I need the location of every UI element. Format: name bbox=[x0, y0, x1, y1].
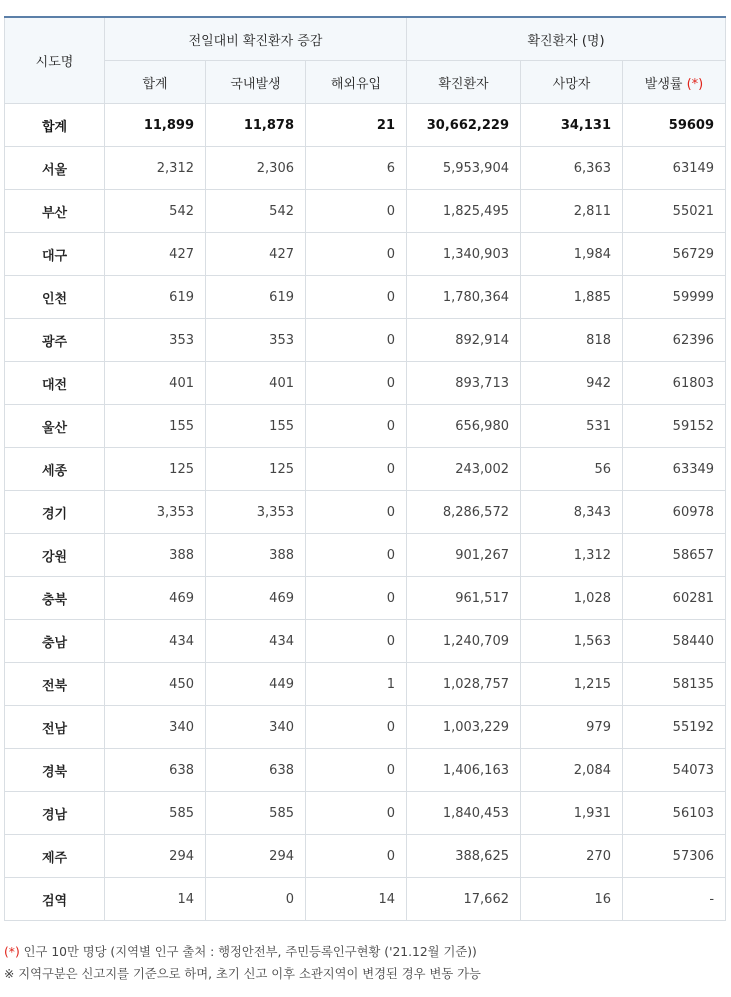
cell-incidence: 60281 bbox=[623, 577, 726, 620]
cell-deaths: 6,363 bbox=[521, 147, 623, 190]
cell-incidence: 59609 bbox=[623, 104, 726, 147]
header-confirmed: 확진환자 bbox=[407, 61, 521, 104]
table-header bbox=[5, 17, 726, 104]
cell-region: 부산 bbox=[5, 190, 105, 233]
cell-domestic: 434 bbox=[206, 620, 306, 663]
table-row bbox=[5, 276, 726, 319]
cell-domestic: 2,306 bbox=[206, 147, 306, 190]
header-region: 시도명 bbox=[5, 17, 105, 104]
cell-overseas: 0 bbox=[306, 448, 407, 491]
cell-deaths: 1,028 bbox=[521, 577, 623, 620]
cell-region: 강원 bbox=[5, 534, 105, 577]
cell-deaths: 2,084 bbox=[521, 749, 623, 792]
cell-domestic: 294 bbox=[206, 835, 306, 878]
table-row bbox=[5, 835, 726, 878]
cell-overseas: 0 bbox=[306, 577, 407, 620]
footnote-incidence-text: 인구 10만 명당 (지역별 인구 출처 : 행정안전부, 주민등록인구현황 ('21.12월 기준)) bbox=[19, 945, 477, 959]
cell-confirmed: 1,003,229 bbox=[407, 706, 521, 749]
cell-domestic: 0 bbox=[206, 878, 306, 921]
cell-incidence: 60978 bbox=[623, 491, 726, 534]
header-group-change: 전일대비 확진환자 증감 bbox=[105, 17, 407, 61]
cell-total: 585 bbox=[105, 792, 206, 835]
cell-overseas: 0 bbox=[306, 233, 407, 276]
cell-incidence: 54073 bbox=[623, 749, 726, 792]
cell-confirmed: 892,914 bbox=[407, 319, 521, 362]
cell-incidence: 62396 bbox=[623, 319, 726, 362]
cell-region: 광주 bbox=[5, 319, 105, 362]
cell-deaths: 8,343 bbox=[521, 491, 623, 534]
cell-region: 검역 bbox=[5, 878, 105, 921]
cell-confirmed: 5,953,904 bbox=[407, 147, 521, 190]
cell-overseas: 21 bbox=[306, 104, 407, 147]
table-row bbox=[5, 706, 726, 749]
cell-region: 제주 bbox=[5, 835, 105, 878]
cell-confirmed: 901,267 bbox=[407, 534, 521, 577]
cell-confirmed: 1,406,163 bbox=[407, 749, 521, 792]
header-deaths: 사망자 bbox=[521, 61, 623, 104]
cell-deaths: 1,215 bbox=[521, 663, 623, 706]
cell-incidence: 56729 bbox=[623, 233, 726, 276]
cell-deaths: 16 bbox=[521, 878, 623, 921]
cell-region: 울산 bbox=[5, 405, 105, 448]
cell-incidence: 63349 bbox=[623, 448, 726, 491]
cell-overseas: 0 bbox=[306, 491, 407, 534]
cell-region: 경북 bbox=[5, 749, 105, 792]
cell-total: 638 bbox=[105, 749, 206, 792]
cell-overseas: 6 bbox=[306, 147, 407, 190]
table-row bbox=[5, 190, 726, 233]
table-row bbox=[5, 147, 726, 190]
cell-overseas: 0 bbox=[306, 362, 407, 405]
cell-domestic: 427 bbox=[206, 233, 306, 276]
cell-total: 2,312 bbox=[105, 147, 206, 190]
cell-total: 353 bbox=[105, 319, 206, 362]
cell-confirmed: 1,780,364 bbox=[407, 276, 521, 319]
cell-total: 450 bbox=[105, 663, 206, 706]
table-row bbox=[5, 792, 726, 835]
cell-confirmed: 30,662,229 bbox=[407, 104, 521, 147]
cell-domestic: 401 bbox=[206, 362, 306, 405]
table-row bbox=[5, 749, 726, 792]
cell-total: 155 bbox=[105, 405, 206, 448]
table-row-total bbox=[5, 104, 726, 147]
cell-incidence: - bbox=[623, 878, 726, 921]
cell-total: 125 bbox=[105, 448, 206, 491]
header-total: 합계 bbox=[105, 61, 206, 104]
cell-incidence: 56103 bbox=[623, 792, 726, 835]
cell-confirmed: 17,662 bbox=[407, 878, 521, 921]
cell-total: 294 bbox=[105, 835, 206, 878]
cell-confirmed: 1,840,453 bbox=[407, 792, 521, 835]
cell-incidence: 63149 bbox=[623, 147, 726, 190]
cell-domestic: 353 bbox=[206, 319, 306, 362]
cell-total: 3,353 bbox=[105, 491, 206, 534]
cell-region: 대전 bbox=[5, 362, 105, 405]
table-row bbox=[5, 534, 726, 577]
cell-confirmed: 1,028,757 bbox=[407, 663, 521, 706]
cell-deaths: 1,312 bbox=[521, 534, 623, 577]
cell-overseas: 0 bbox=[306, 405, 407, 448]
cell-domestic: 469 bbox=[206, 577, 306, 620]
cell-domestic: 155 bbox=[206, 405, 306, 448]
cell-domestic: 3,353 bbox=[206, 491, 306, 534]
cell-total: 427 bbox=[105, 233, 206, 276]
cell-domestic: 11,878 bbox=[206, 104, 306, 147]
table-row bbox=[5, 448, 726, 491]
cell-overseas: 0 bbox=[306, 792, 407, 835]
cell-confirmed: 656,980 bbox=[407, 405, 521, 448]
cell-overseas: 0 bbox=[306, 534, 407, 577]
cell-domestic: 449 bbox=[206, 663, 306, 706]
cell-deaths: 270 bbox=[521, 835, 623, 878]
footnote-mark: (*) bbox=[4, 945, 20, 959]
cell-overseas: 0 bbox=[306, 620, 407, 663]
cell-deaths: 1,931 bbox=[521, 792, 623, 835]
cell-total: 388 bbox=[105, 534, 206, 577]
cell-confirmed: 1,240,709 bbox=[407, 620, 521, 663]
table-row bbox=[5, 405, 726, 448]
table-row bbox=[5, 233, 726, 276]
footnotes bbox=[4, 941, 481, 985]
header-incidence-label: 발생률 bbox=[644, 76, 683, 92]
cell-domestic: 388 bbox=[206, 534, 306, 577]
cell-overseas: 14 bbox=[306, 878, 407, 921]
cell-domestic: 638 bbox=[206, 749, 306, 792]
footnote-region-basis: ※ 지역구분은 신고지를 기준으로 하며, 초기 신고 이후 소관지역이 변경된 경우 변동 가능 bbox=[4, 967, 481, 981]
cell-incidence: 58657 bbox=[623, 534, 726, 577]
cell-overseas: 1 bbox=[306, 663, 407, 706]
table-row bbox=[5, 319, 726, 362]
cell-region: 경남 bbox=[5, 792, 105, 835]
cell-confirmed: 388,625 bbox=[407, 835, 521, 878]
header-incidence bbox=[623, 61, 726, 104]
cell-domestic: 125 bbox=[206, 448, 306, 491]
cell-incidence: 57306 bbox=[623, 835, 726, 878]
header-domestic: 국내발생 bbox=[206, 61, 306, 104]
cell-domestic: 585 bbox=[206, 792, 306, 835]
cell-confirmed: 1,825,495 bbox=[407, 190, 521, 233]
cell-overseas: 0 bbox=[306, 190, 407, 233]
cell-overseas: 0 bbox=[306, 749, 407, 792]
cell-deaths: 942 bbox=[521, 362, 623, 405]
cell-deaths: 56 bbox=[521, 448, 623, 491]
cell-total: 434 bbox=[105, 620, 206, 663]
table-row bbox=[5, 663, 726, 706]
footnote-incidence bbox=[4, 941, 481, 963]
cell-region: 전남 bbox=[5, 706, 105, 749]
table-row bbox=[5, 577, 726, 620]
cell-overseas: 0 bbox=[306, 276, 407, 319]
cell-region: 세종 bbox=[5, 448, 105, 491]
cell-domestic: 619 bbox=[206, 276, 306, 319]
cell-deaths: 531 bbox=[521, 405, 623, 448]
header-overseas: 해외유입 bbox=[306, 61, 407, 104]
table-row bbox=[5, 620, 726, 663]
cell-deaths: 1,563 bbox=[521, 620, 623, 663]
cell-total: 469 bbox=[105, 577, 206, 620]
cell-deaths: 979 bbox=[521, 706, 623, 749]
table-body bbox=[5, 104, 726, 921]
table-row bbox=[5, 878, 726, 921]
table-row bbox=[5, 491, 726, 534]
cell-domestic: 542 bbox=[206, 190, 306, 233]
cell-overseas: 0 bbox=[306, 706, 407, 749]
cell-incidence: 59999 bbox=[623, 276, 726, 319]
cell-region: 서울 bbox=[5, 147, 105, 190]
cell-incidence: 59152 bbox=[623, 405, 726, 448]
cell-confirmed: 961,517 bbox=[407, 577, 521, 620]
cell-incidence: 55192 bbox=[623, 706, 726, 749]
cell-overseas: 0 bbox=[306, 835, 407, 878]
cell-deaths: 2,811 bbox=[521, 190, 623, 233]
cell-domestic: 340 bbox=[206, 706, 306, 749]
cell-confirmed: 243,002 bbox=[407, 448, 521, 491]
cell-confirmed: 8,286,572 bbox=[407, 491, 521, 534]
cell-total: 542 bbox=[105, 190, 206, 233]
cell-incidence: 58440 bbox=[623, 620, 726, 663]
cell-incidence: 58135 bbox=[623, 663, 726, 706]
cell-incidence: 61803 bbox=[623, 362, 726, 405]
cell-confirmed: 893,713 bbox=[407, 362, 521, 405]
cell-region: 전북 bbox=[5, 663, 105, 706]
cell-confirmed: 1,340,903 bbox=[407, 233, 521, 276]
cell-region: 합계 bbox=[5, 104, 105, 147]
cell-total: 401 bbox=[105, 362, 206, 405]
cell-deaths: 818 bbox=[521, 319, 623, 362]
header-group-cases: 확진환자 (명) bbox=[407, 17, 726, 61]
header-incidence-mark: (*) bbox=[686, 76, 704, 92]
cell-deaths: 34,131 bbox=[521, 104, 623, 147]
cell-deaths: 1,984 bbox=[521, 233, 623, 276]
covid-region-table-container bbox=[4, 16, 725, 921]
cell-deaths: 1,885 bbox=[521, 276, 623, 319]
cell-overseas: 0 bbox=[306, 319, 407, 362]
cell-total: 14 bbox=[105, 878, 206, 921]
cell-region: 충남 bbox=[5, 620, 105, 663]
cell-region: 경기 bbox=[5, 491, 105, 534]
cell-total: 11,899 bbox=[105, 104, 206, 147]
cell-region: 인천 bbox=[5, 276, 105, 319]
cell-total: 340 bbox=[105, 706, 206, 749]
cell-total: 619 bbox=[105, 276, 206, 319]
covid-region-table bbox=[4, 16, 726, 921]
table-row bbox=[5, 362, 726, 405]
cell-region: 충북 bbox=[5, 577, 105, 620]
cell-incidence: 55021 bbox=[623, 190, 726, 233]
cell-region: 대구 bbox=[5, 233, 105, 276]
